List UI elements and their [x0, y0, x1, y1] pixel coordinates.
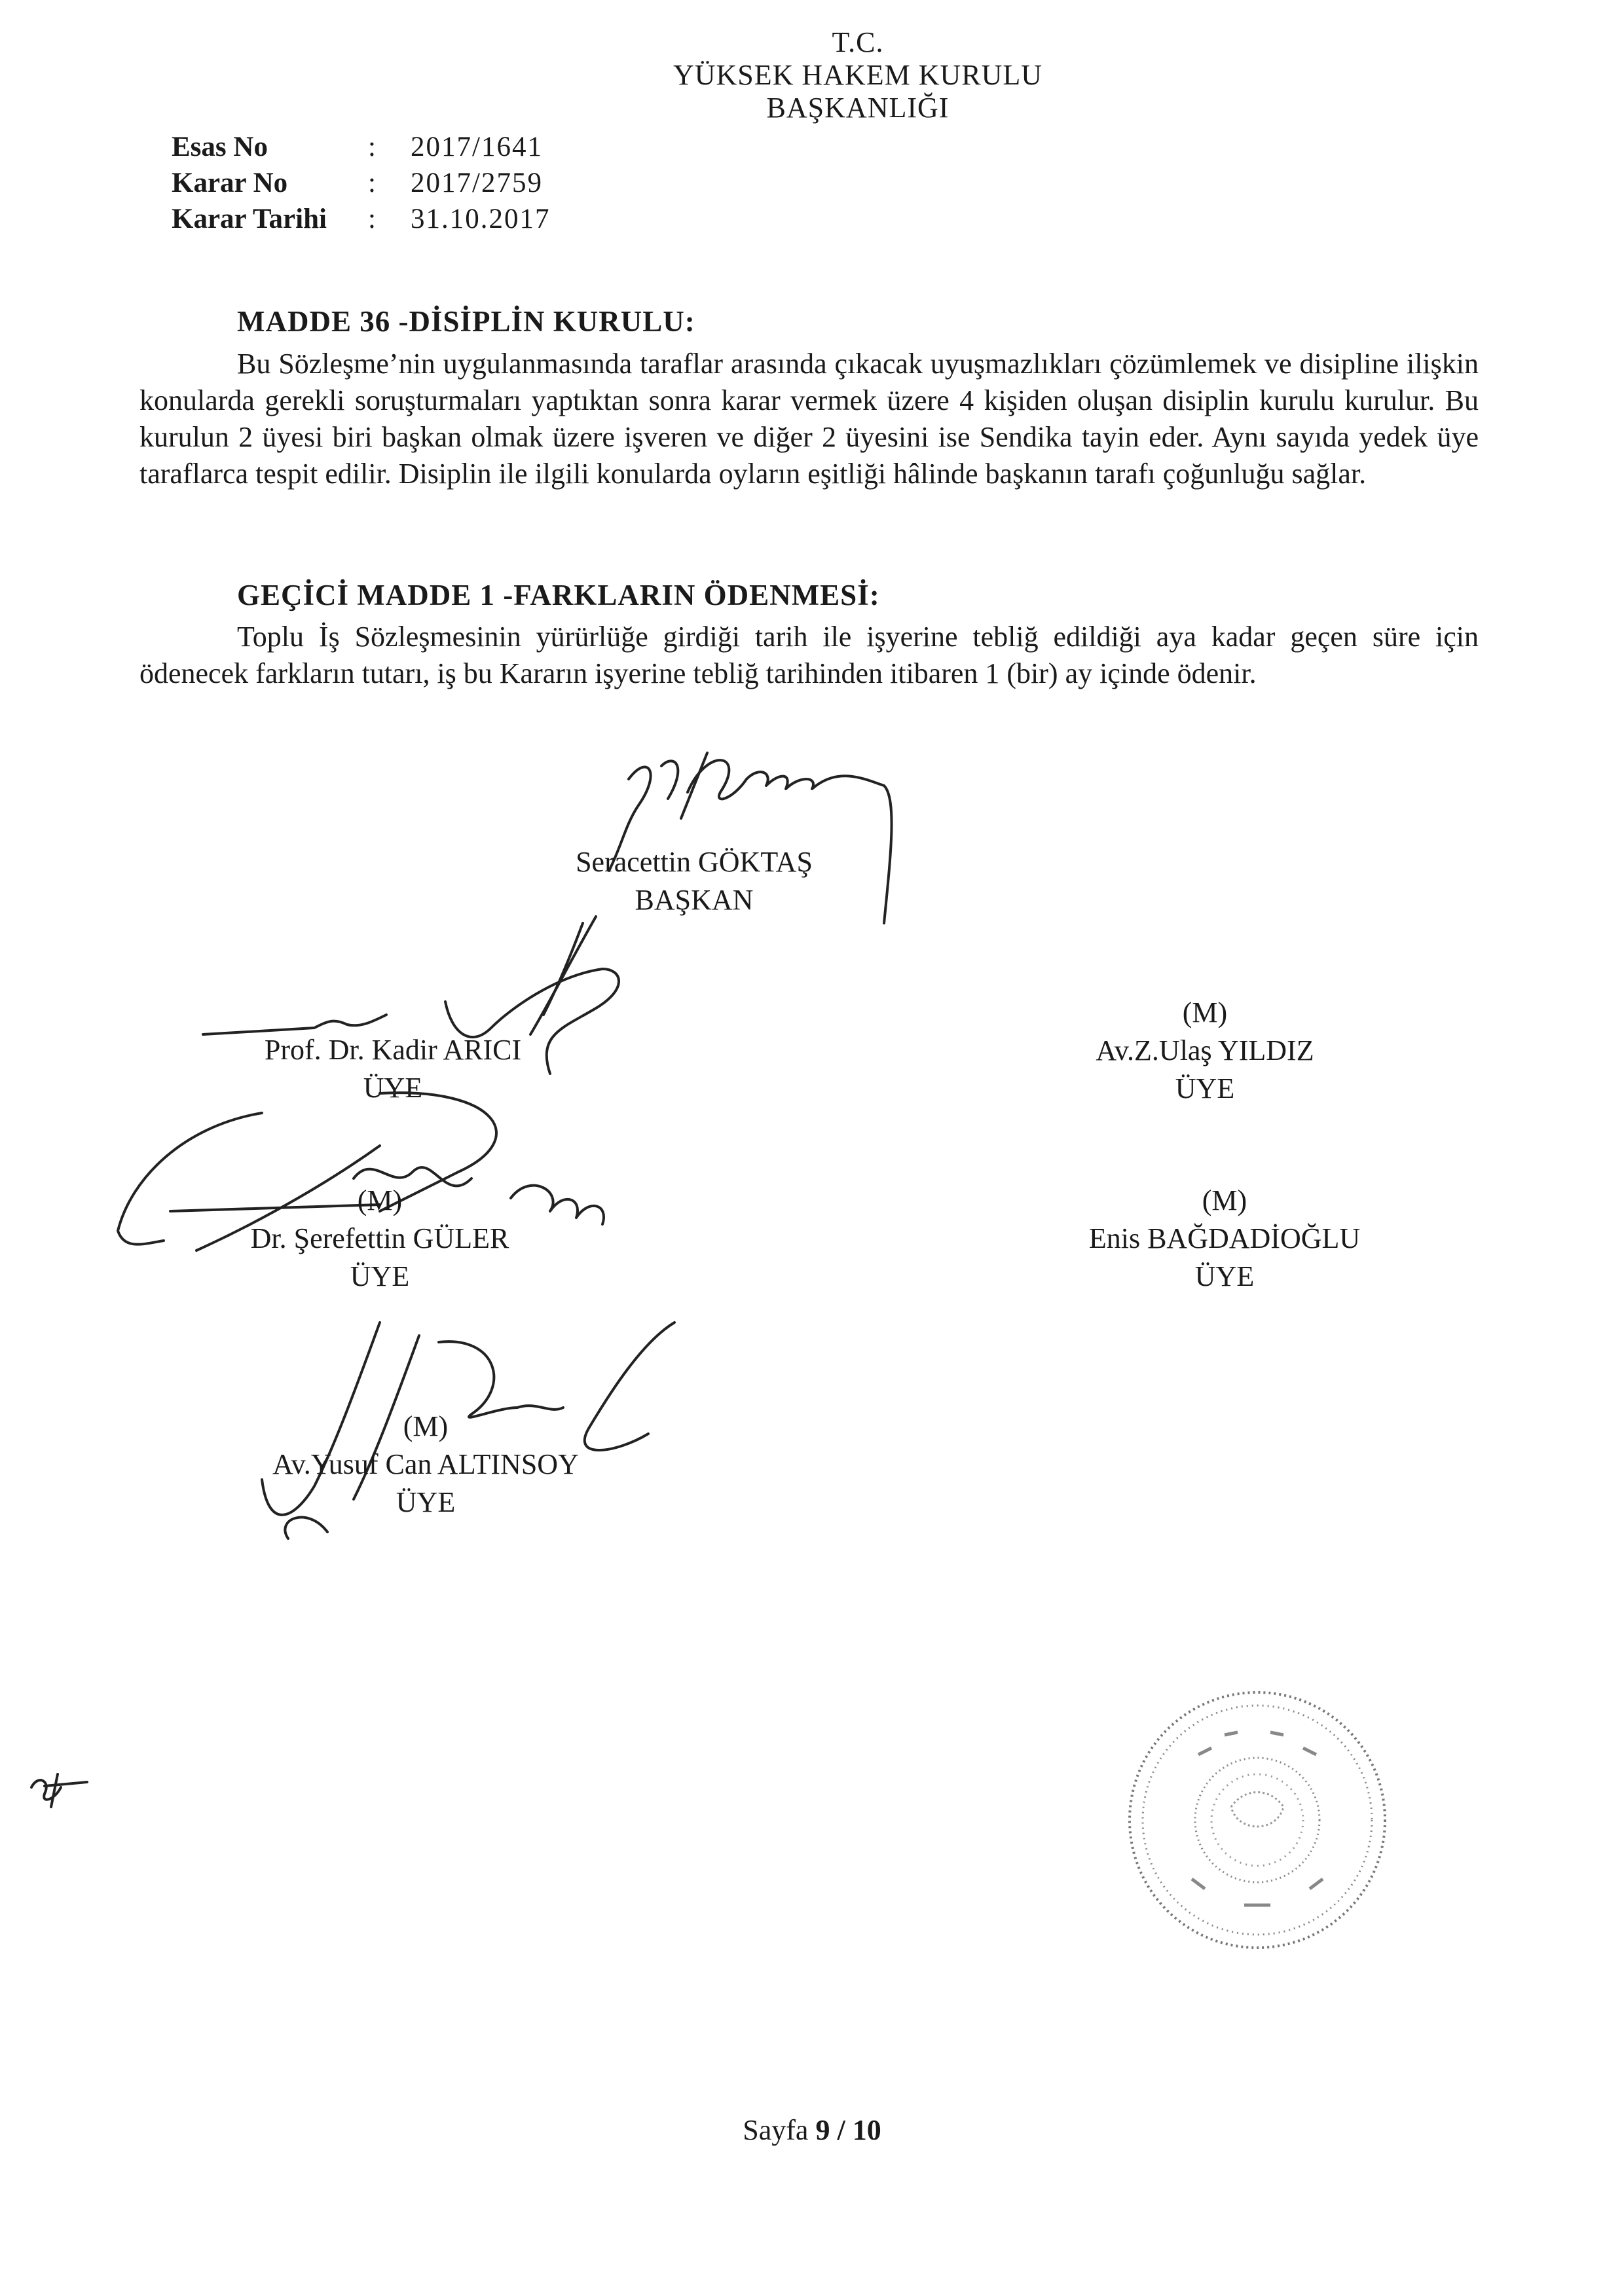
header-institution: YÜKSEK HAKEM KURULU	[673, 59, 1043, 91]
member1-name: Prof. Dr. Kadir ARICI	[264, 1034, 522, 1066]
official-seal	[1120, 1683, 1395, 1958]
member4-role: ÜYE	[1194, 1260, 1255, 1292]
tarih-label: Karar Tarihi	[172, 204, 327, 234]
member5-role: ÜYE	[396, 1486, 456, 1518]
member2-role: ÜYE	[1175, 1072, 1235, 1104]
member4-block	[1022, 1182, 1428, 1296]
section-title-madde-36: MADDE 36 -DİSİPLİN KURULU:	[237, 305, 695, 338]
member5-note: (M)	[403, 1410, 449, 1442]
karar-label: Karar No	[172, 168, 288, 198]
karar-separator: :	[368, 168, 376, 198]
member2-note: (M)	[1182, 996, 1228, 1029]
section-body-gecici-madde-1: Toplu İş Sözleşmesinin yürürlüğe girdiği tarih ile işyerine tebliğ edildiği aya kadar geçen süre için ödenecek farkların tutarı, iş bu Kararın işyerine tebliğ tarihinden itibaren 1 (bir) ay içinde ödenir.	[139, 621, 1479, 689]
page-footer	[0, 2113, 1624, 2147]
esas-separator: :	[368, 132, 376, 162]
page-prefix: Sayfa	[743, 2114, 809, 2146]
member4-name: Enis BAĞDADİOĞLU	[1088, 1222, 1361, 1254]
member2-name: Av.Z.Ulaş YILDIZ	[1096, 1034, 1314, 1066]
case-metadata	[172, 129, 551, 237]
chair-role: BAŞKAN	[635, 884, 754, 916]
member4-note: (M)	[1202, 1184, 1247, 1216]
chair-block	[511, 843, 877, 919]
section-title-gecici-madde-1: GEÇİCİ MADDE 1 -FARKLARIN ÖDENMESİ:	[237, 579, 880, 611]
esas-row	[172, 129, 551, 165]
tarih-separator: :	[368, 204, 376, 234]
karar-row	[172, 165, 551, 201]
page-number: 9 / 10	[815, 2114, 881, 2146]
esas-value: 2017/1641	[411, 132, 543, 162]
tarih-value: 31.10.2017	[411, 204, 551, 234]
member1-role: ÜYE	[363, 1072, 423, 1104]
member5-block	[216, 1408, 635, 1522]
member3-block	[196, 1182, 563, 1296]
chair-name: Seracettin GÖKTAŞ	[576, 846, 813, 878]
member3-note: (M)	[357, 1184, 403, 1216]
member5-name: Av.Yusuf Can ALTINSOY	[272, 1448, 579, 1480]
esas-label: Esas No	[172, 132, 268, 162]
member3-name: Dr. Şerefettin GÜLER	[250, 1222, 509, 1254]
member2-block	[1022, 994, 1388, 1108]
karar-value: 2017/2759	[411, 168, 543, 198]
header-presidency: BAŞKANLIĞI	[766, 92, 950, 124]
margin-initial	[25, 1768, 90, 1813]
section-body-madde-36: Bu Sözleşme’nin uygulanmasında taraflar arasında çıkacak uyuşmazlıkları çözümlemek ve disipline ilişkin konularda gerekli soruşturmaları yaptıktan sonra karar vermek üzere 4 kişiden oluşan disiplin kurulu kurulur. Bu kurulun 2 üyesi biri başkan olmak üzere işveren ve diğer 2 üyesini ise Sendika tayin eder. Aynı sayıda yedek üye taraflarca tespit edilir. Disiplin ile ilgili konularda oyların eşitliği hâlinde başkanın tarafı çoğunluğu sağlar.	[139, 348, 1479, 490]
document-header	[0, 26, 1624, 124]
tarih-row	[172, 201, 551, 237]
member3-role: ÜYE	[350, 1260, 410, 1292]
header-tc: T.C.	[832, 26, 884, 58]
